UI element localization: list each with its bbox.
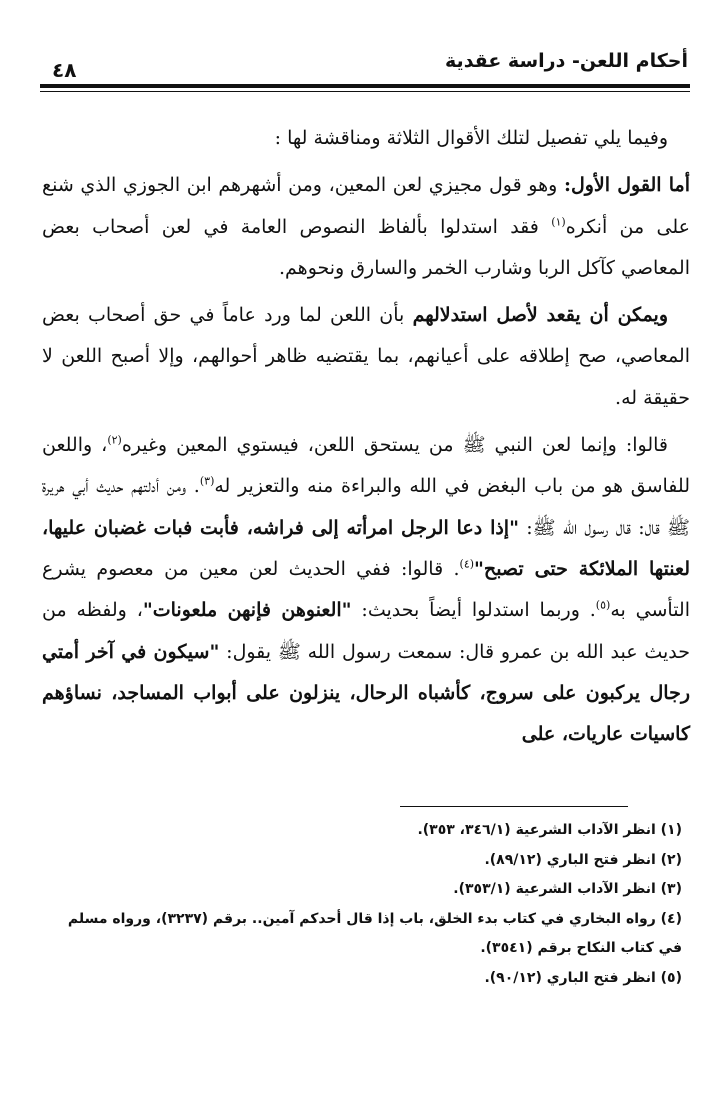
body-text	[42, 118, 690, 761]
evidence-text-d: . قالوا: ففي الحديث لعن معين من معصوم يشرع التأسي به	[42, 557, 690, 622]
footnote-ref-4[interactable]: (٤)	[459, 557, 475, 571]
first-view-text-a: وهو قول مجيزي لعن المعين، ومن أشهرهم ابن الجوزي الذي شنع على من أنكره	[42, 174, 690, 238]
footnote-ref-1[interactable]: (١)	[551, 215, 566, 229]
footnotes	[42, 816, 682, 994]
running-header	[38, 46, 688, 80]
footnote-ref-5[interactable]: (٥)	[595, 598, 611, 612]
footnote-4: (٤) رواه البخاري في كتاب بدء الخلق، باب إذا قال أحدكم آمين.. برقم (٣٢٣٧)، ورواه مسلم في كتاب النكاح برقم (٣٥٤١).	[67, 910, 682, 957]
footnote-5: (٥) انظر فتح الباري (٩٠/١٢).	[484, 969, 682, 986]
paragraph-first-view	[42, 165, 690, 289]
footnote-1: (١) انظر الآداب الشرعية (٣٤٦/١، ٣٥٣).	[417, 822, 682, 838]
evidence-text-c: . ومن أدلتهم حديث أبي هريرة ﷺ قال: قال رسول الله ﷺ:	[42, 475, 690, 539]
footnote-ref-3[interactable]: (٣)	[199, 475, 215, 489]
page-number: ٤٨	[52, 58, 77, 82]
footnote-separator	[400, 806, 628, 807]
header-rule-thin	[40, 91, 690, 92]
evidence-text-a: قالوا: وإنما لعن النبي ﷺ من يستحق اللعن، فيستوي المعين وغيره	[121, 434, 668, 457]
footnote-3: (٣) انظر الآداب الشرعية (٣٥٣/١).	[453, 881, 682, 898]
running-header-title: أحكام اللعن- دراسة عقدية	[445, 50, 688, 72]
first-view-text-b: فقد استدلوا بألفاظ النصوص العامة في لعن أصحاب بعض المعاصي كآكل الربا وشارب الخمر والسارق ونحوهم.	[42, 215, 690, 279]
basis-text: بأن اللعن لما ورد عاماً في حق أصحاب بعض المعاصي، صح إطلاقه على أعيانهم، بما يقتضيه ظاهر أحوالهم، وإلا أصبح اللعن لا حقيقة له.	[42, 304, 690, 409]
footnote-ref-2[interactable]: (٢)	[107, 433, 122, 447]
hadith-quote-1: "إذا دعا الرجل امرأته إلى فراشه، فأبت فبات غضبان عليها، لعنتها الملائكة حتى تصبح"	[42, 516, 690, 580]
hadith-quote-3: "سيكون في آخر أمتي رجال يركبون على سروج، كأشباه الرحال، ينزلون على أبواب المساجد، نساؤهم كاسيات عاريات، على	[42, 640, 690, 746]
first-view-heading: أما القول الأول:	[563, 174, 690, 197]
evidence-text-b: ، واللعن للفاسق هو من باب البغض في الله والبراءة منه والتعزير له	[42, 434, 690, 498]
footnote-2: (٢) انظر فتح الباري (٨٩/١٢).	[484, 851, 682, 868]
paragraph-evidence	[42, 425, 690, 755]
paragraph-basis	[42, 295, 690, 419]
paragraph-intro	[42, 118, 690, 159]
evidence-text-f: ، ولفظه من حديث عبد الله بن عمرو قال: سمعت رسول الله ﷺ يقول:	[42, 599, 690, 663]
hadith-quote-2: "العنوهن فإنهن ملعونات"	[142, 599, 352, 622]
header-rule-thick	[40, 84, 690, 88]
intro-text: وفيما يلي تفصيل لتلك الأقوال الثلاثة ومناقشة لها :	[274, 127, 668, 149]
basis-lead: ويمكن أن يقعد لأصل استدلالهم	[412, 304, 668, 327]
evidence-text-e: . وربما استدلوا أيضاً بحديث:	[351, 599, 596, 622]
